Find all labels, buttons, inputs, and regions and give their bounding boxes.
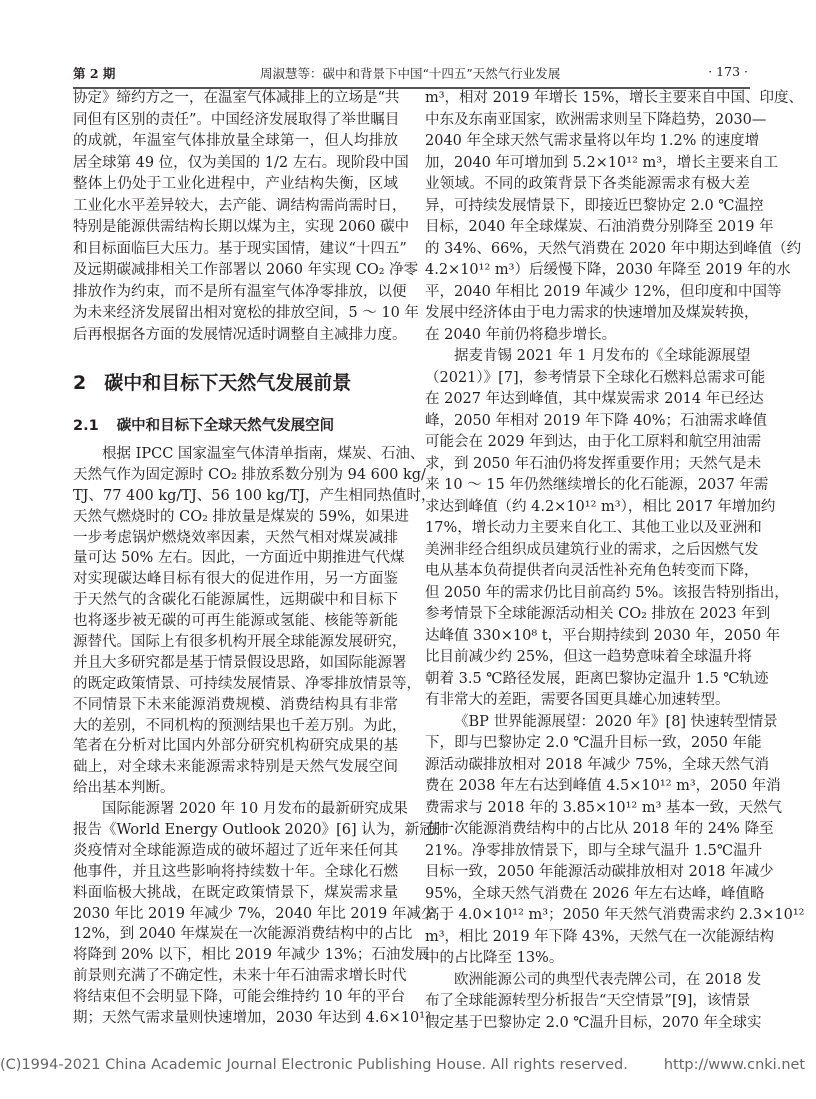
text-line: 中东及东南亚国家，欧洲需求则呈下降趋势，2030— xyxy=(425,111,767,128)
text-line: 假定基于巴黎协定 2.0 ℃温升目标，2070 年全球实 xyxy=(425,1014,762,1031)
subsection-heading xyxy=(73,415,398,437)
section-number: 2 xyxy=(73,372,87,394)
text-line: 料面临极大挑战，在既定政策情景下，煤炭需求量 xyxy=(73,884,398,901)
text-line: 可能会在 2029 年到达，由于化工原料和航空用油需 xyxy=(425,434,762,450)
text-line: 2030 年比 2019 年减少 7%，2040 年比 2019 年减少 xyxy=(73,905,436,922)
text-line: 前景则充满了不确定性，未来十年石油需求增长时代 xyxy=(73,968,407,985)
text-line: 和目标面临巨大压力。基于现实国情，建议“十四五” xyxy=(73,240,407,257)
text-line: 异，可持续发展情景下，即接近巴黎协定 2.0 ℃温控 xyxy=(425,197,764,214)
text-line: 目标一致，2050 年能源活动碳排放相对 2018 年减少 xyxy=(425,864,774,880)
paragraph xyxy=(425,970,762,1035)
text-line: 天然气作为固定源时 CO₂ 排放系数分别为 94 600 kg/ xyxy=(73,466,426,483)
text-line: 特别是能源供需结构长期以煤为主，实现 2060 碳中 xyxy=(73,219,410,235)
text-line: 协定》缔约方之一，在温室气体减排上的立场是“共 xyxy=(73,90,400,106)
text-line: 及远期碳减排相关工作部署以 2060 年实现 CO₂ 净零 xyxy=(73,262,419,278)
text-line: 根据 IPCC 国家温室气体清单指南，煤炭、石油、 xyxy=(102,446,425,462)
paragraph xyxy=(425,712,805,970)
text-line: m³，相比 2019 年下降 43%，天然气在一次能源结构 xyxy=(425,928,775,945)
text-line: 电从基本负荷提供者向灵活性补充角色转变而下降， xyxy=(425,563,759,579)
text-line: 大的差别，不同机构的预测结果也千差万别。为此， xyxy=(73,717,407,734)
text-line: 量可达 50% 左右。因此，一方面近中期推进气代煤 xyxy=(73,550,405,567)
text-line: 期；天然气需求量则快速增加，2030 年达到 4.6×10¹² xyxy=(73,1010,431,1027)
running-title: 周淑慧等：碳中和背景下中国“十四五”天然气行业发展 xyxy=(260,66,561,81)
paragraph xyxy=(73,88,420,346)
text-line: 在 2040 年前仍将稳步增长。 xyxy=(425,326,617,343)
text-line: 据麦肯锡 2021 年 1 月发布的《全球能源展望 xyxy=(454,348,751,364)
text-line: 工业化水平差异较大，去产能、调结构需尚需时日， xyxy=(73,197,407,214)
copyright-notice: (C)1994-2021 China Academic Journal Electronic Publishing House. All rights reserved. xyxy=(0,1057,628,1073)
text-line: 业领域。不同的政策背景下各类能源需求有极大差 xyxy=(425,176,750,192)
right-column-body xyxy=(425,88,805,1034)
left-column-body xyxy=(73,444,449,1029)
text-line: 高于 4.0×10¹² m³；2050 年天然气消费需求约 2.3×10¹² xyxy=(425,907,805,923)
text-line: 12%，到 2040 年煤炭在一次能源消费结构中的占比 xyxy=(73,926,413,943)
section-heading xyxy=(73,369,398,397)
text-line: 21%。净零排放情景下，即与全球气温升 1.5℃温升 xyxy=(425,842,763,859)
text-line: 不同情景下未来能源消费规模、消费结构具有非常 xyxy=(73,696,398,713)
text-line: 于天然气的含碳化石能源属性，远期碳中和目标下 xyxy=(73,592,398,609)
text-line: 有非常大的差距，需要各国更具雄心加速转型。 xyxy=(425,692,730,708)
text-line: 求，到 2050 年石油仍将发挥重要作用；天然气是未 xyxy=(425,455,762,472)
paragraph xyxy=(73,444,436,799)
subsection-title: 碳中和目标下全球天然气发展空间 xyxy=(116,418,335,434)
text-line: 比目前减少约 25%，但这一趋势意味着全球温升将 xyxy=(425,649,752,665)
text-line: 《BP 世界能源展望：2020 年》[8] 快速转型情景 xyxy=(454,713,778,730)
section-title: 碳中和目标下天然气发展前景 xyxy=(104,372,352,394)
text-line: 并且大多研究都是基于情景假设思路，如国际能源署 xyxy=(73,654,407,671)
text-line: 为未来经济发展留出相对宽松的排放空间，5 ～ 10 年 xyxy=(73,305,420,321)
cnki-link[interactable]: http://www.cnki.net xyxy=(663,1057,806,1073)
paragraph xyxy=(425,346,789,712)
text-line: （2021）》[7]，参考情景下全球化石燃料总需求可能 xyxy=(425,369,766,386)
text-line: 在 2027 年达到峰值，其中煤炭需求 2014 年已经达 xyxy=(425,391,764,407)
text-line: 天然气燃烧时的 CO₂ 排放量是煤炭的 59%，如果进 xyxy=(73,508,409,525)
text-line: 求达到峰值（约 4.2×10¹² m³），相比 2017 年增加约 xyxy=(425,498,776,515)
text-line: 国际能源署 2020 年 10 月发布的最新研究成果 xyxy=(102,801,408,818)
text-line: 也将逐步被无碳的可再生能源或氢能、核能等新能 xyxy=(73,613,398,630)
text-line: 源替代。国际上有很多机构开展全球能源发展研究， xyxy=(73,634,407,651)
text-line: 布了全球能源转型分析报告“天空情景”[9]，该情景 xyxy=(425,993,751,1009)
text-line: 整体上仍处于工业化进程中，产业结构失衡，区域 xyxy=(73,176,398,192)
text-line: 他事件，并且这些影响将持续数十年。全球化石燃 xyxy=(73,863,398,880)
text-line: m³，相对 2019 年增长 15%，增长主要来自中国、印度、 xyxy=(425,90,804,106)
text-line: 报告《World Energy Outlook 2020》[6] 认为，新冠肺 xyxy=(73,822,449,839)
text-line: 一步考虑锅炉燃烧效率因素，天然气相对煤炭减排 xyxy=(73,529,398,546)
text-line: 来 10 ～ 15 年仍然继续增长的化石能源，2037 年需 xyxy=(425,477,769,493)
text-line: 础上，对全球未来能源需求特别是天然气发展空间 xyxy=(73,759,398,776)
text-line: 但 2050 年的需求仍比目前高约 5%。该报告特别指出， xyxy=(425,584,789,601)
text-line: 炎疫情对全球能源造成的破坏超过了近年来任何其 xyxy=(73,842,398,859)
text-line: 4.2×10¹² m³）后缓慢下降，2030 年降至 2019 年的水 xyxy=(425,262,791,278)
left-column-continuation xyxy=(73,88,420,346)
paragraph xyxy=(73,799,449,1029)
text-line: 加，2040 年可增加到 5.2×10¹² m³，增长主要来自工 xyxy=(425,154,779,171)
text-line: 峰，2050 年相对 2019 年下降 40%；石油需求峰值 xyxy=(425,412,767,429)
text-line: 17%，增长动力主要来自化工、其他工业以及亚洲和 xyxy=(425,520,762,536)
text-line: 将结束但不会明显下降，可能会维持约 10 年的平台 xyxy=(73,989,406,1006)
text-line: 同但有区别的责任”。中国经济发展取得了举世瞩目 xyxy=(73,111,400,128)
text-line: 目标，2040 年全球煤炭、石油消费分别降至 2019 年 xyxy=(425,219,774,235)
text-line: 对实现碳达峰目标有很大的促进作用，另一方面鉴 xyxy=(73,571,398,588)
footer xyxy=(0,1057,816,1073)
text-line: 朝着 3.5 ℃路径发展，距离巴黎协定温升 1.5 ℃轨迹 xyxy=(425,670,769,687)
page-number: · 173 · xyxy=(708,64,748,79)
text-line: 达峰值 330×10⁸ t，平台期持续到 2030 年，2050 年 xyxy=(425,627,781,644)
text-line: 在一次能源消费结构中的占比从 2018 年的 24% 降至 xyxy=(425,821,774,837)
text-line: 费需求与 2018 年的 3.85×10¹² m³ 基本一致，天然气 xyxy=(425,799,783,816)
text-line: 美洲非经合组织成员建筑行业的需求，之后因燃气发 xyxy=(425,541,759,558)
text-line: 发展中经济体由于电力需求的快速增加及煤炭转换， xyxy=(425,305,759,321)
text-line: 排放作为约束，而不是所有温室气体净零排放，以便 xyxy=(73,283,407,300)
text-line: 平，2040 年相比 2019 年减少 12%，但印度和中国等 xyxy=(425,283,782,300)
text-line: 的成就，年温室气体排放量全球第一，但人均排放 xyxy=(73,133,398,149)
text-line: 中的占比降至 13%。 xyxy=(425,950,564,966)
text-line: 95%，全球天然气消费在 2026 年左右达峰，峰值略 xyxy=(425,885,765,902)
text-line: 的既定政策情景、可持续发展情景、净零排放情景等， xyxy=(73,675,421,692)
text-line: TJ、77 400 kg/TJ、56 100 kg/TJ，产生相同热值时， xyxy=(73,487,436,504)
text-line: 将降到 20% 以下，相比 2019 年减少 13%；石油发展 xyxy=(73,947,430,964)
text-line: 下，即与巴黎协定 2.0 ℃温升目标一致，2050 年能 xyxy=(425,735,762,751)
text-line: 后再根据各方面的发展情况适时调整自主减排力度。 xyxy=(73,326,407,343)
text-line: 给出基本判断。 xyxy=(73,780,175,797)
text-line: 欧洲能源公司的典型代表壳牌公司，在 2018 发 xyxy=(454,971,762,988)
journal-issue: 第 2 期 xyxy=(73,66,116,81)
text-line: 费在 2038 年左右达到峰值 4.5×10¹² m³，2050 年消 xyxy=(425,778,781,794)
text-line: 参考情景下全球能源活动相关 CO₂ 排放在 2023 年到 xyxy=(425,606,771,622)
text-line: 居全球第 49 位，仅为美国的 1/2 左右。现阶段中国 xyxy=(73,154,409,171)
text-line: 笔者在分析对比国内外部分研究机构研究成果的基 xyxy=(73,738,398,755)
text-line: 的 34%、66%，天然气消费在 2020 年中期达到峰值（约 xyxy=(425,240,802,257)
text-line: 源活动碳排放相对 2018 年减少 75%，全球天然气消 xyxy=(425,756,769,773)
text-line: 2040 年全球天然气需求量将以年均 1.2% 的速度增 xyxy=(425,133,760,149)
subsection-number: 2.1 xyxy=(73,418,99,434)
paragraph xyxy=(425,88,804,346)
